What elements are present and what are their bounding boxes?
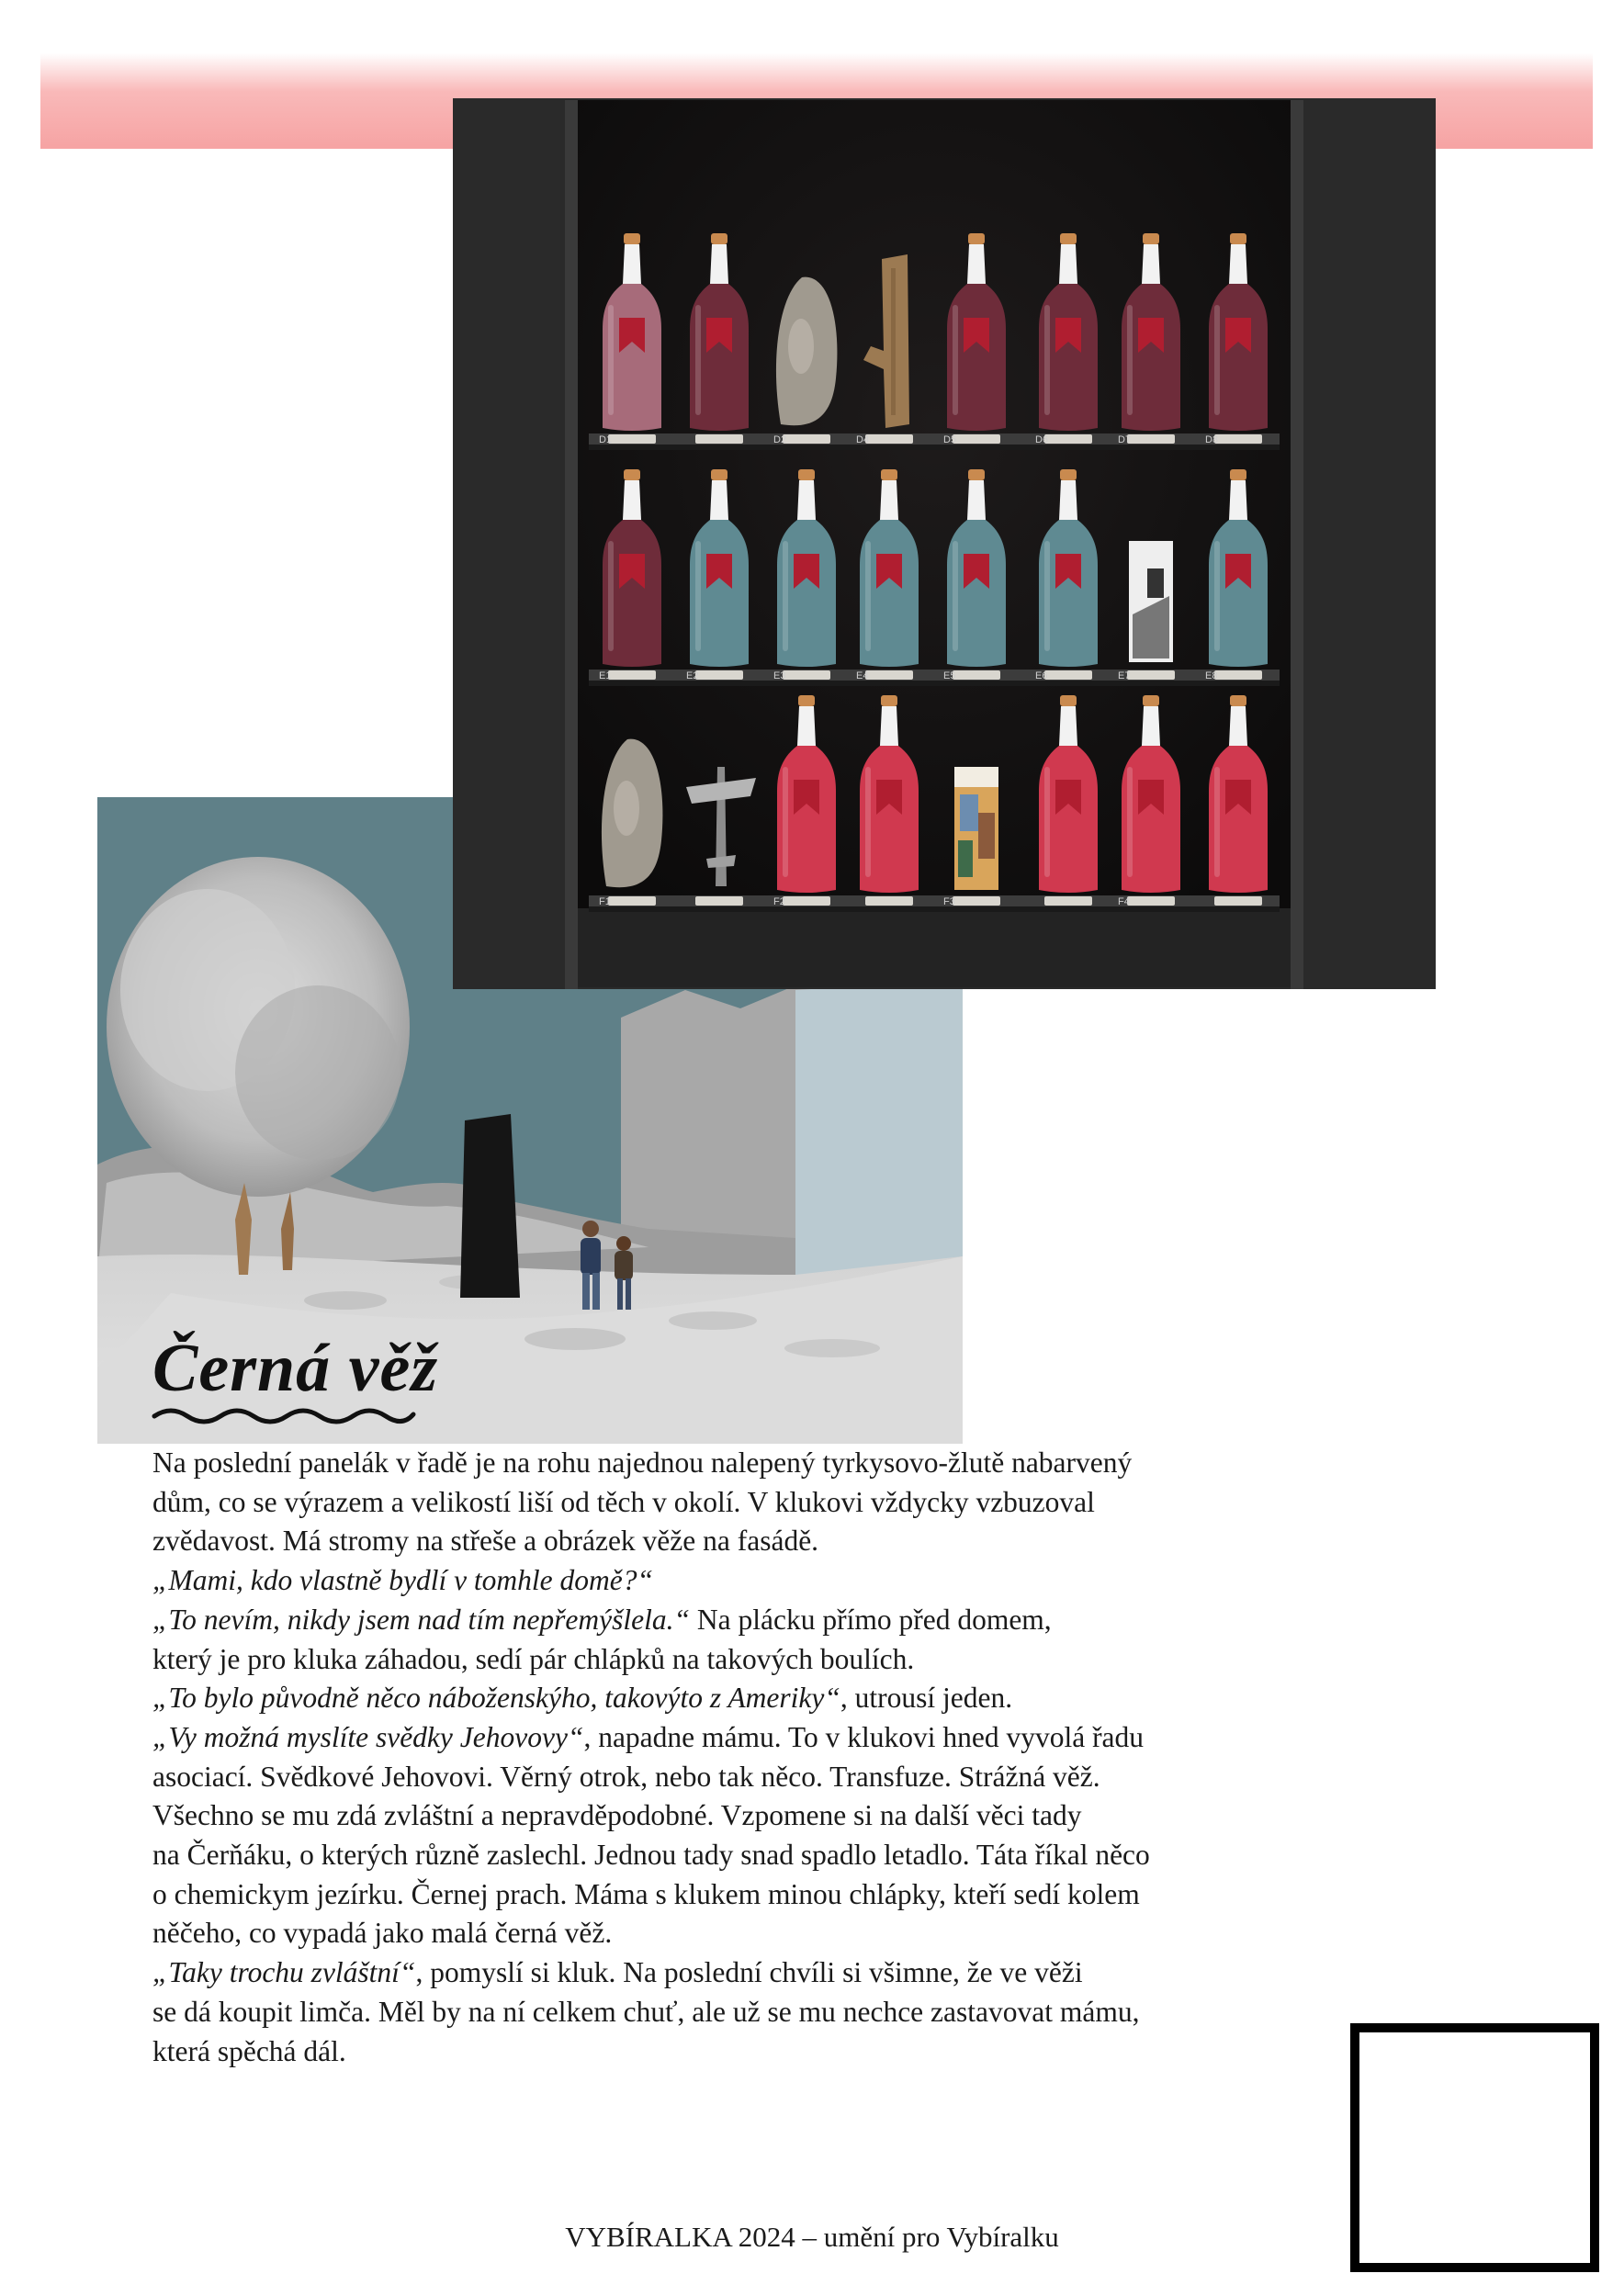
narration-text: Na poslední panelák v řadě je na rohu najednou nalepený tyrkysovo-žlutě nabarvený bbox=[152, 1446, 1133, 1479]
narration-text: , utrousí jeden. bbox=[840, 1682, 1013, 1715]
price-tag bbox=[608, 896, 656, 906]
slot-label: E5 bbox=[943, 670, 956, 681]
narration-text: na Čerňáku, o kterých různě zaslechl. Jednou tady snad spadlo letadlo. Táta říkal něco bbox=[152, 1839, 1150, 1872]
slot-label: D5 bbox=[943, 434, 957, 445]
price-tag bbox=[953, 896, 1000, 906]
price-tag bbox=[1044, 896, 1092, 906]
dialogue-quote: „Taky trochu zvláštní“ bbox=[152, 1956, 416, 1989]
dialogue-quote: „To nevím, nikdy jsem nad tím nepřemýšlela.“ bbox=[152, 1603, 691, 1636]
narration-text: , pomyslí si kluk. Na poslední chvíli si všimne, že ve věži bbox=[415, 1956, 1083, 1989]
price-tag bbox=[695, 896, 743, 906]
article-title: Černá věž bbox=[152, 1331, 439, 1406]
article-line bbox=[152, 1522, 1301, 1561]
price-tag bbox=[865, 896, 913, 906]
price-tag bbox=[1214, 670, 1262, 680]
vending-machine-image bbox=[453, 98, 1436, 989]
article-line bbox=[152, 1679, 1301, 1718]
slot-label: E6 bbox=[1035, 670, 1048, 681]
narration-text: se dá koupit limča. Měl by na ní celkem chuť, ale už se mu nechce zastavovat mámu, bbox=[152, 1995, 1140, 2028]
price-tag bbox=[1214, 896, 1262, 906]
price-tag bbox=[1044, 434, 1092, 444]
article-line bbox=[152, 1561, 1301, 1601]
corner-frame bbox=[1350, 2023, 1599, 2272]
dialogue-quote: „To bylo původně něco náboženskýho, takovýto z Ameriky“ bbox=[152, 1682, 840, 1715]
price-tag bbox=[1044, 670, 1092, 680]
narration-text: , napadne mámu. To v klukovi hned vyvolá řadu bbox=[583, 1720, 1145, 1753]
vending-shelf bbox=[589, 895, 1280, 906]
narration-text: která spěchá dál. bbox=[152, 2034, 346, 2067]
article-line bbox=[152, 1718, 1301, 1758]
slot-label: D2 bbox=[773, 434, 787, 445]
price-tag bbox=[953, 670, 1000, 680]
article-line bbox=[152, 1483, 1301, 1523]
price-tag bbox=[865, 670, 913, 680]
slot-label: E2 bbox=[686, 670, 699, 681]
price-tag bbox=[695, 670, 743, 680]
narration-text: Na plácku přímo před domem, bbox=[690, 1603, 1052, 1636]
footer-text: VYBÍRALKA 2024 – umění pro Vybíralku bbox=[565, 2221, 1059, 2253]
slot-label: D7 bbox=[1118, 434, 1132, 445]
price-tag bbox=[783, 670, 830, 680]
price-tag bbox=[1127, 670, 1175, 680]
slot-label: D1 bbox=[599, 434, 613, 445]
slot-label: F4 bbox=[1118, 896, 1130, 907]
slot-label: F3 bbox=[943, 896, 955, 907]
article-body bbox=[152, 1444, 1301, 2071]
narration-text: zvědavost. Má stromy na střeše a obrázek věže na fasádě. bbox=[152, 1525, 819, 1558]
price-tag bbox=[695, 434, 743, 444]
narration-text: něčeho, co vypadá jako malá černá věž. bbox=[152, 1917, 613, 1950]
article-line bbox=[152, 1601, 1301, 1640]
narration-text: asociací. Svědkové Jehovovi. Věrný otrok, nebo tak něco. Transfuze. Strážná věž. bbox=[152, 1760, 1100, 1793]
article-line bbox=[152, 1758, 1301, 1797]
article-line bbox=[152, 2032, 1301, 2072]
slot-label: D4 bbox=[856, 434, 870, 445]
slot-label: E8 bbox=[1205, 670, 1218, 681]
slot-label: E7 bbox=[1118, 670, 1131, 681]
slot-label: D8 bbox=[1205, 434, 1219, 445]
dialogue-quote: „Vy možná myslíte svědky Jehovovy“ bbox=[152, 1720, 584, 1753]
price-tag bbox=[1127, 434, 1175, 444]
narration-text: Všechno se mu zdá zvláštní a nepravděpodobné. Vzpomene si na další věci tady bbox=[152, 1799, 1082, 1832]
article-line bbox=[152, 1993, 1301, 2032]
article-line bbox=[152, 1836, 1301, 1875]
slot-label: F1 bbox=[599, 896, 611, 907]
narration-text: o chemickym jezírku. Černej prach. Máma s klukem minou chlápky, kteří sedí kolem bbox=[152, 1877, 1140, 1910]
price-tag bbox=[783, 434, 830, 444]
price-tag bbox=[1214, 434, 1262, 444]
magazine-item bbox=[954, 767, 998, 890]
vending-shelf bbox=[589, 433, 1280, 445]
price-tag bbox=[783, 896, 830, 906]
article-line bbox=[152, 1796, 1301, 1836]
slot-label: E1 bbox=[599, 670, 612, 681]
slot-label: E3 bbox=[773, 670, 786, 681]
slot-label: E4 bbox=[856, 670, 869, 681]
article-line bbox=[152, 1953, 1301, 1993]
narration-text: dům, co se výrazem a velikostí liší od těch v okolí. V klukovi vždycky vzbuzoval bbox=[152, 1485, 1095, 1518]
slot-label: F2 bbox=[773, 896, 785, 907]
photo-card-item bbox=[1129, 541, 1173, 662]
article-line bbox=[152, 1914, 1301, 1953]
article-line bbox=[152, 1640, 1301, 1680]
price-tag bbox=[1127, 896, 1175, 906]
narration-text: který je pro kluka záhadou, sedí pár chlápků na takových boulích. bbox=[152, 1642, 915, 1675]
dialogue-quote: „Mami, kdo vlastně bydlí v tomhle domě?“ bbox=[152, 1564, 654, 1597]
title-underline-wave bbox=[151, 1405, 417, 1427]
slot-label: D6 bbox=[1035, 434, 1049, 445]
article-line bbox=[152, 1875, 1301, 1915]
price-tag bbox=[865, 434, 913, 444]
price-tag bbox=[608, 434, 656, 444]
article-line bbox=[152, 1444, 1301, 1483]
price-tag bbox=[608, 670, 656, 680]
price-tag bbox=[953, 434, 1000, 444]
